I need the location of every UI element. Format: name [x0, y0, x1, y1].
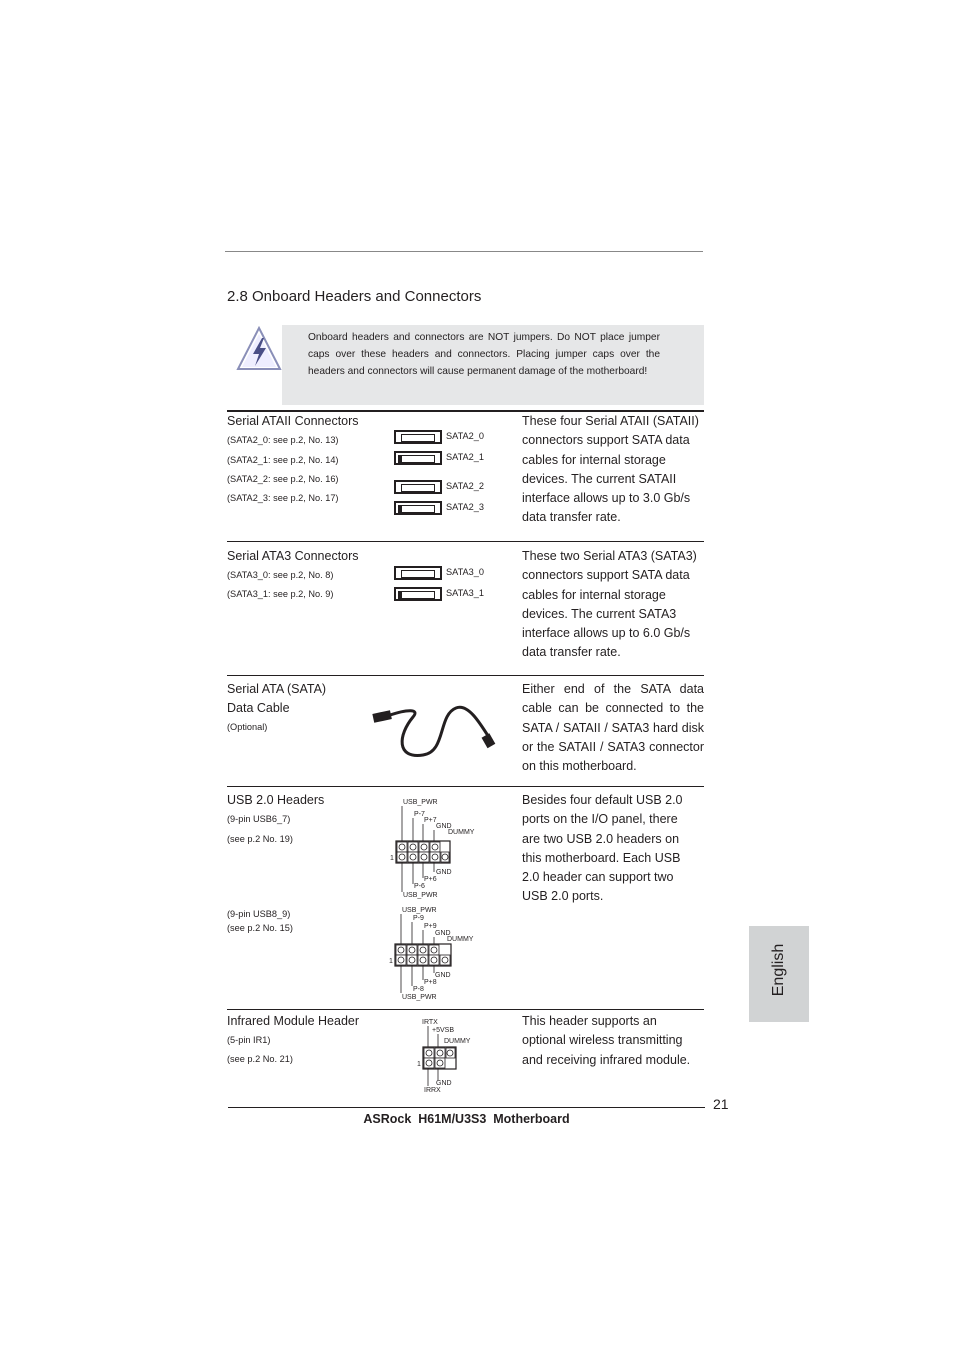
- pin-label: GND: [436, 1080, 452, 1087]
- footer-title: ASRock H61M/U3S3 Motherboard: [363, 1112, 570, 1126]
- top-rule: [225, 251, 703, 252]
- pin-label: IRTX: [422, 1019, 438, 1026]
- warning-icon: [236, 326, 282, 372]
- sata3-description: These two Serial ATA3 (SATA3) connectors support SATA data cables for internal storage devices. The current SATA3 interface allows up to 6.0 Gb/s data transfer rate.: [522, 549, 697, 660]
- usb-header-diagram: [388, 796, 488, 901]
- pin-label: P-7: [414, 811, 425, 818]
- pin-label: USB_PWR: [402, 994, 437, 1001]
- pin-label: GND: [435, 972, 451, 979]
- ir-description: This header supports an optional wireless transmitting and receiving infrared module.: [522, 1014, 691, 1067]
- pin-label: +5VSB: [432, 1027, 454, 1034]
- pin-label: GND: [435, 930, 451, 937]
- pin-label: IRRX: [424, 1087, 441, 1094]
- cable-note: (Optional): [227, 722, 268, 732]
- sata-label: SATA2_2: [446, 481, 484, 491]
- sataii-name: Serial ATAII Connectors: [227, 414, 359, 428]
- pin-label: 1: [389, 958, 393, 965]
- pin-label: DUMMY: [448, 829, 475, 836]
- sata3-ref-0: (SATA3_0: see p.2, No. 8): [227, 570, 334, 580]
- usb-header2-pins: (9-pin USB8_9): [227, 909, 291, 919]
- pin-label: P-9: [413, 915, 424, 922]
- sataii-ref-1: (SATA2_1: see p.2, No. 14): [227, 455, 339, 465]
- sata-label: SATA3_0: [446, 567, 484, 577]
- divider: [227, 786, 704, 787]
- cable-name-line2: Data Cable: [227, 701, 290, 715]
- sata3-ref-1: (SATA3_1: see p.2, No. 9): [227, 589, 334, 599]
- pin-label: DUMMY: [447, 936, 474, 943]
- divider: [227, 541, 704, 542]
- pin-label: P+6: [424, 876, 437, 883]
- pin-label: USB_PWR: [402, 907, 437, 914]
- pin-label: P+9: [424, 923, 437, 930]
- ir-ref: (see p.2 No. 21): [227, 1054, 293, 1064]
- usb-header1-ref: (see p.2 No. 19): [227, 834, 293, 844]
- footer-rule: [228, 1107, 705, 1108]
- usb-description: Besides four default USB 2.0 ports on the I/O panel, there are two USB 2.0 headers on this motherboard. Each USB 2.0 header can support two USB 2.0 ports.: [522, 793, 683, 904]
- usb-name: USB 2.0 Headers: [227, 793, 325, 807]
- sataii-ref-3: (SATA2_3: see p.2, No. 17): [227, 493, 339, 503]
- sata-label: SATA2_0: [446, 431, 484, 441]
- usb-header2-ref: (see p.2 No. 15): [227, 923, 293, 933]
- sataii-description: These four Serial ATAII (SATAII) connectors support SATA data cables for internal storage devices. The current SATAII interface allows up to 3.0 Gb/s data transfer rate.: [522, 414, 699, 525]
- ir-pins: (5-pin IR1): [227, 1035, 271, 1045]
- pin-label: DUMMY: [444, 1038, 471, 1045]
- sata-connector-icon: [394, 430, 442, 444]
- usb-header-diagram: [388, 903, 488, 1005]
- pin-label: GND: [436, 869, 452, 876]
- pin-label: GND: [436, 823, 452, 830]
- section-title: 2.8 Onboard Headers and Connectors: [227, 288, 482, 305]
- pin-label: 1: [417, 1061, 421, 1068]
- pin-label: P-8: [413, 986, 424, 993]
- ir-header-diagram: [414, 1014, 484, 1098]
- ir-name: Infrared Module Header: [227, 1014, 360, 1028]
- pin-label: P-6: [414, 883, 425, 890]
- usb-header1-pins: (9-pin USB6_7): [227, 814, 291, 824]
- pin-label: P+7: [424, 817, 437, 824]
- warning-text: Onboard headers and connectors are NOT jumpers. Do NOT place jumper caps over these headers and connectors. Placing jumper caps over the headers and connectors will cause permanent damage of the motherboard!: [308, 332, 660, 377]
- cable-name-line1: Serial ATA (SATA): [227, 682, 327, 696]
- pin-label: USB_PWR: [403, 799, 438, 806]
- page-number: 21: [713, 1096, 729, 1112]
- sata-label: SATA2_3: [446, 502, 484, 512]
- pin-label: USB_PWR: [403, 892, 438, 899]
- sata-label: SATA3_1: [446, 588, 484, 598]
- sata-connector-icon: [394, 480, 442, 494]
- divider: [227, 675, 704, 676]
- sataii-ref-0: (SATA2_0: see p.2, No. 13): [227, 435, 339, 445]
- sata-connector-icon: [394, 451, 442, 465]
- sata-connector-icon: [394, 501, 442, 515]
- sata-label: SATA2_1: [446, 452, 484, 462]
- pin-label: P+8: [424, 979, 437, 986]
- divider: [227, 1009, 704, 1010]
- sata-cable-icon: [368, 695, 498, 765]
- sata-connector-icon: [394, 566, 442, 580]
- sata3-name: Serial ATA3 Connectors: [227, 549, 359, 563]
- language-tab-label: English: [770, 943, 787, 997]
- cable-description: Either end of the SATA data cable can be connected to the SATA / SATAII / SATA3 hard disk or the SATAII / SATA3 connector on this motherboard.: [522, 682, 704, 774]
- sata-connector-icon: [394, 587, 442, 601]
- pin-label: 1: [390, 855, 394, 862]
- sataii-ref-2: (SATA2_2: see p.2, No. 16): [227, 474, 339, 484]
